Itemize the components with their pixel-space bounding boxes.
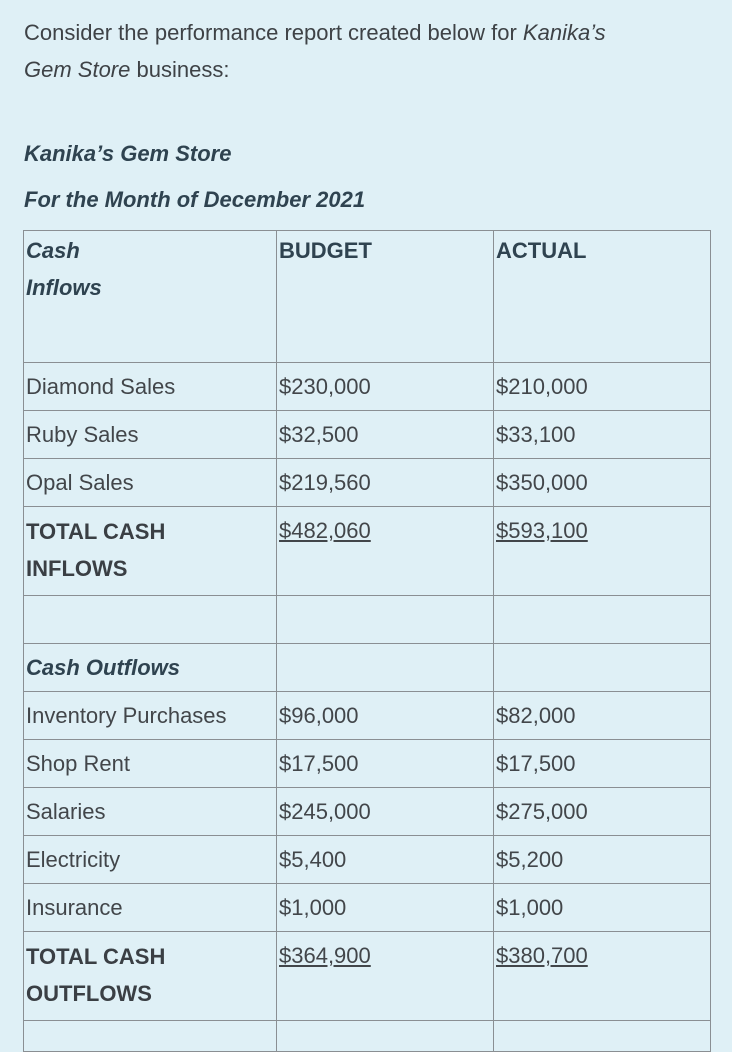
blank-cell (277, 644, 494, 692)
total-inflows-actual: $593,100 (494, 507, 711, 596)
table-row (24, 459, 711, 507)
row-actual: $82,000 (494, 692, 711, 740)
table-header-row (24, 231, 711, 363)
row-budget: $96,000 (277, 692, 494, 740)
row-label: Insurance (24, 884, 277, 932)
header-label-line2: Inflows (26, 275, 102, 300)
row-label: Inventory Purchases (24, 692, 277, 740)
row-budget: $219,560 (277, 459, 494, 507)
table-row (24, 836, 711, 884)
row-actual: $1,000 (494, 884, 711, 932)
row-budget: $17,500 (277, 740, 494, 788)
table-row (24, 363, 711, 411)
total-outflows-row (24, 932, 711, 1021)
total-inflows-label (24, 507, 277, 596)
total-outflows-actual: $380,700 (494, 932, 711, 1021)
blank-cell (494, 644, 711, 692)
table-row (24, 692, 711, 740)
header-label-line1: Cash (26, 238, 80, 263)
row-actual: $210,000 (494, 363, 711, 411)
row-budget: $1,000 (277, 884, 494, 932)
table-row (24, 884, 711, 932)
total-inflows-label-line1: TOTAL CASH (26, 519, 166, 544)
total-outflows-label-line1: TOTAL CASH (26, 944, 166, 969)
row-actual: $275,000 (494, 788, 711, 836)
table-row (24, 411, 711, 459)
intro-paragraph (24, 14, 704, 88)
row-budget: $230,000 (277, 363, 494, 411)
outflows-section-row (24, 644, 711, 692)
row-budget: $32,500 (277, 411, 494, 459)
blank-cell (277, 1021, 494, 1052)
intro-text-2: business: (130, 57, 230, 82)
table-row (24, 788, 711, 836)
table-row (24, 740, 711, 788)
row-budget: $5,400 (277, 836, 494, 884)
outflows-heading: Cash Outflows (24, 644, 277, 692)
intro-text-1: Consider the performance report created below for (24, 20, 523, 45)
row-label: Salaries (24, 788, 277, 836)
row-label: Opal Sales (24, 459, 277, 507)
total-outflows-label (24, 932, 277, 1021)
header-cash-inflows (24, 231, 277, 363)
total-inflows-label-line2: INFLOWS (26, 556, 128, 581)
intro-store-italic: Kanika’s (522, 20, 606, 45)
partial-row (24, 1021, 711, 1052)
row-label: Shop Rent (24, 740, 277, 788)
row-actual: $17,500 (494, 740, 711, 788)
header-budget: BUDGET (277, 231, 494, 363)
total-inflows-budget: $482,060 (277, 507, 494, 596)
blank-cell (494, 1021, 711, 1052)
row-label: Electricity (24, 836, 277, 884)
blank-cell (24, 1021, 277, 1052)
row-actual: $350,000 (494, 459, 711, 507)
performance-report-table (23, 230, 711, 1052)
period-heading: For the Month of December 2021 (24, 187, 366, 212)
row-budget: $245,000 (277, 788, 494, 836)
intro-store-italic-2: Gem Store (24, 57, 131, 82)
row-label: Diamond Sales (24, 363, 277, 411)
blank-cell (24, 596, 277, 644)
total-outflows-label-line2: OUTFLOWS (26, 981, 152, 1006)
total-inflows-row (24, 507, 711, 596)
store-name-heading: Kanika’s Gem Store (24, 141, 232, 166)
row-actual: $33,100 (494, 411, 711, 459)
row-label: Ruby Sales (24, 411, 277, 459)
blank-cell (277, 596, 494, 644)
header-actual: ACTUAL (494, 231, 711, 363)
blank-row (24, 596, 711, 644)
row-actual: $5,200 (494, 836, 711, 884)
total-outflows-budget: $364,900 (277, 932, 494, 1021)
blank-cell (494, 596, 711, 644)
